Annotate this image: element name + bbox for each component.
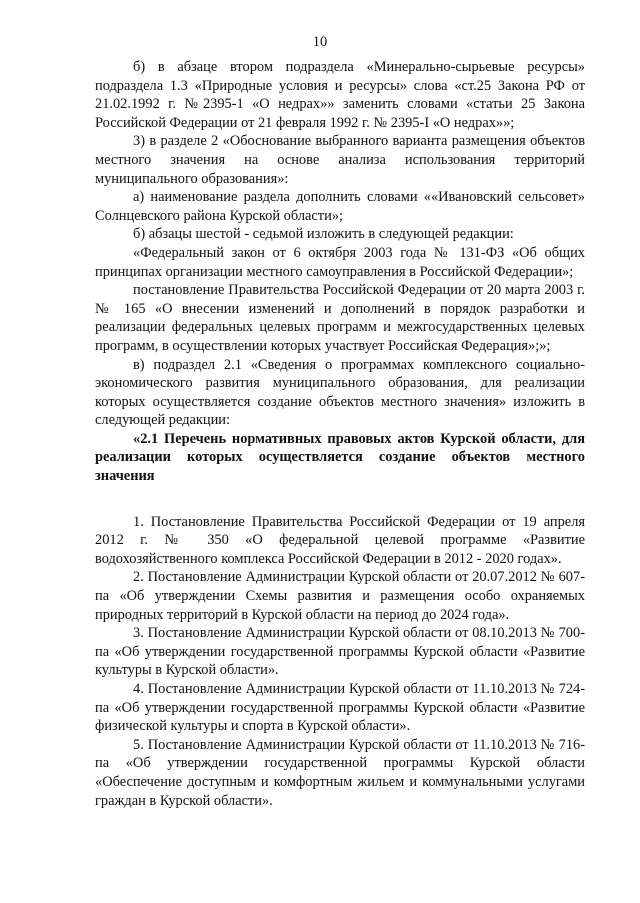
page-body xyxy=(95,58,585,810)
paragraph-abzac-6-7: б) абзацы шестой - седьмой изложить в следующей редакции: xyxy=(133,226,514,243)
list-item-4: 4. Постановление Администрации Курской области от 11.10.2013 № 724-па «Об утверждении государственной программы Курской области «Развитие физической культуры и спорта в Курской области». xyxy=(95,681,585,735)
section-heading: «2.1 Перечень нормативных правовых актов Курской области, для реализации которых осуществляется создание объектов местного значения xyxy=(95,430,585,485)
paragraph-federal-law: «Федеральный закон от 6 октября 2003 года № 131-ФЗ «Об общих принципах организации местного самоуправления в Российской Федерации»; xyxy=(95,244,585,280)
paragraph-amend-mineral-resources: б) в абзаце втором подраздела «Минерально-сырьевые ресурсы» подраздела 1.3 «Природные условия и ресурсы» слова «ст.25 Закона РФ от 21.02.1992 г. №2395-1 «О недрах»» заменить словами «статьи 25 Закона Российской Федерации от 21 февраля 1992 г. № 2395-I «О недрах»»; xyxy=(95,59,585,131)
paragraph-section-title-addition: а) наименование раздела дополнить словами ««Ивановский сельсовет» Солнцевского района Курской области»; xyxy=(95,189,585,224)
page-number: 10 xyxy=(312,34,328,50)
list-item-2: 2. Постановление Администрации Курской области от 20.07.2012 № 607-па «Об утверждении Схемы развития и размещения особо охраняемых природных территорий в Курской области на период до 2024 года». xyxy=(95,569,585,623)
paragraph-subsection-2-1: в) подраздел 2.1 «Сведения о программах комплексного социально-экономического развития муниципального образования, для реализации которых осуществляется создание объектов местного значения» изложить в следующей редакции: xyxy=(95,356,585,429)
list-item-5: 5. Постановление Администрации Курской области от 11.10.2013 № 716-па «Об утверждении государственной программы Курской области «Обеспечение доступным и комфортным жильем и коммунальными услугами граждан в Курской области». xyxy=(95,736,585,809)
paragraph-section-2: 3) в разделе 2 «Обоснование выбранного варианта размещения объектов местного значения на основе анализа использования территорий муниципального образования»: xyxy=(95,133,585,187)
list-item-1: 1. Постановление Правительства Российской Федерации от 19 апреля 2012 г. № 350 «О федеральной целевой программе «Развитие водохозяйственного комплекса Российской Федерации в 2012 - 2020 годах». xyxy=(95,513,585,567)
list-item-3: 3. Постановление Администрации Курской области от 08.10.2013 № 700-па «Об утверждении государственной программы Курской области «Развитие культуры в Курской области». xyxy=(95,625,585,679)
paragraph-government-resolution: постановление Правительства Российской Федерации от 20 марта 2003 г. № 165 «О внесении изменений и дополнений в порядок разработки и реализации федеральных целевых программ и межгосударственных целевых программ, в осуществлении которых участвует Российская Федерация»;»; xyxy=(95,282,585,354)
spacer xyxy=(95,486,585,513)
